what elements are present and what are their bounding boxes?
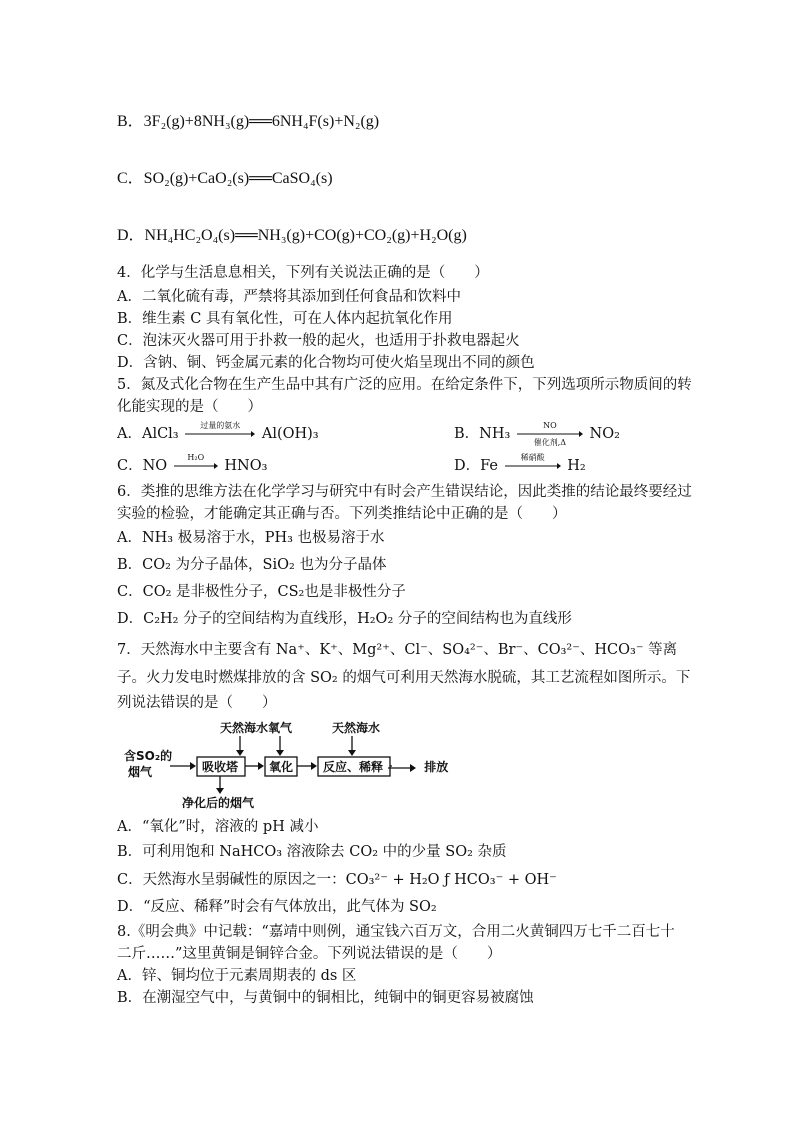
q7-option-c: C．天然海水呈弱碱性的原因之一：CO₃²⁻ + H₂O ƒ HCO₃⁻ + OH⁻ — [117, 872, 557, 888]
q5-option-d — [454, 453, 586, 476]
q6-stem-line2: 实验的检验，才能确定其正确与否。下列类推结论中正确的是（ ） — [117, 506, 567, 522]
reaction-arrow-icon — [517, 430, 583, 438]
flow-arrow-final — [392, 764, 420, 772]
q8-option-a: A．锌、铜均位于元素周期表的 ds 区 — [117, 968, 357, 984]
q5-option-b — [454, 421, 620, 447]
q7-option-d: D．“反应、稀释”时会有气体放出，此气体为 SO₂ — [117, 899, 437, 915]
q7-stem-line3: 列说法错误的是（ ） — [117, 695, 277, 711]
q6-option-b: B．CO₂ 为分子晶体，SiO₂ 也为分子晶体 — [117, 557, 387, 573]
flow-input-label-2: 烟气 — [128, 765, 153, 779]
q5-d-condition: 稀硝酸 — [520, 453, 545, 462]
flow-box-oxidation-label: 氧化 — [269, 760, 294, 774]
q3-option-c: C．SO₂(g)+CaO₂(s)══CaSO₄(s) — [117, 170, 333, 187]
q5-b-reactant: B．NH₃ — [454, 426, 511, 442]
q4-option-c: C．泡沫灭火器可用于扑救一般的起火，也适用于扑救电器起火 — [117, 333, 520, 349]
flow-box-reaction-dilution-label: 反应、稀释 — [323, 760, 384, 774]
q5-b-condition-top: NO — [543, 421, 557, 430]
q5-a-reactant: A．AlCl₃ — [117, 426, 179, 442]
q5-b-product: NO₂ — [589, 426, 620, 442]
q5-d-reactant: D．Fe — [454, 458, 498, 474]
flow-top-oxygen: 氧气 — [268, 721, 293, 735]
arrow-head-icon — [216, 788, 224, 794]
q5-c-product: HNO₃ — [224, 458, 268, 474]
reaction-arrow-icon — [185, 430, 255, 438]
q5-a-arrow — [185, 421, 255, 438]
flow-final-output — [392, 758, 448, 775]
q4-option-a: A．二氧化硫有毒，严禁将其添加到任何食品和饮料中 — [117, 289, 461, 305]
reaction-arrow-icon — [174, 462, 218, 470]
q5-option-c — [117, 453, 268, 476]
reaction-arrow-icon — [505, 462, 561, 470]
q7-option-a: A．“氧化”时，溶液的 pH 减小 — [117, 819, 319, 835]
q7-option-b: B．可利用饱和 NaHCO₃ 溶液除去 CO₂ 中的少量 SO₂ 杂质 — [117, 844, 507, 860]
q6-option-c: C．CO₂ 是非极性分子，CS₂也是非极性分子 — [117, 584, 406, 600]
q4-option-b: B．维生素 C 具有氧化性，可在人体内起抗氧化作用 — [117, 311, 453, 327]
q6-option-a: A．NH₃ 极易溶于水，PH₃ 也极易溶于水 — [117, 530, 385, 546]
q5-a-condition: 过量的氨水 — [200, 421, 241, 430]
q5-a-product: Al(OH)₃ — [261, 426, 319, 442]
q5-c-arrow — [174, 453, 218, 470]
q7-process-flow-diagram — [120, 720, 420, 810]
arrow-head-icon — [236, 750, 244, 756]
arrow-head-icon — [258, 762, 264, 770]
q3-option-b: B．3F₂(g)+8NH₃(g)══6NH₄F(s)+N₂(g) — [117, 113, 380, 130]
q6-option-d: D．C₂H₂ 分子的空间结构为直线形，H₂O₂ 分子的空间结构也为直线形 — [117, 611, 572, 627]
q5-d-arrow — [505, 453, 561, 470]
flow-bottom-output-label: 净化后的烟气 — [182, 796, 255, 810]
arrow-head-icon — [311, 762, 317, 770]
q5-d-product: H₂ — [567, 458, 586, 474]
flow-top-seawater-2: 天然海水 — [332, 721, 381, 735]
flow-output-label: 排放 — [424, 760, 449, 774]
q7-stem-line2: 子。火力发电时燃煤排放的含 SO₂ 的烟气可利用天然海水脱硫，其工艺流程如图所示。下 — [117, 670, 691, 686]
q3-option-d: D．NH₄HC₂O₄(s)══NH₃(g)+CO(g)+CO₂(g)+H₂O(g) — [117, 227, 467, 244]
q8-option-b: B．在潮湿空气中，与黄铜中的铜相比，纯铜中的铜更容易被腐蚀 — [117, 990, 534, 1006]
q5-b-arrow — [517, 421, 583, 447]
q5-stem-line1: 5．氮及式化合物在生产生品中其有广泛的应用。在给定条件下，下列选项所示物质间的转 — [117, 377, 692, 393]
arrow-right-icon — [388, 764, 416, 772]
q4-stem: 4．化学与生活息息相关，下列有关说法正确的是（ ） — [117, 265, 489, 281]
q5-c-reactant: C．NO — [117, 458, 168, 474]
q4-option-d: D．含钠、铜、钙金属元素的化合物均可使火焰呈现出不同的颜色 — [117, 355, 535, 371]
arrow-head-icon — [276, 750, 284, 756]
flow-box-absorber-label: 吸收塔 — [202, 760, 239, 774]
q7-stem-line1: 7．天然海水中主要含有 Na⁺、K⁺、Mg²⁺、Cl⁻、SO₄²⁻、Br⁻、CO₃²⁻、HCO₃⁻ 等离 — [117, 642, 678, 658]
flow-top-seawater-1: 天然海水 — [220, 721, 269, 735]
q6-stem-line1: 6．类推的思维方法在化学学习与研究中有时会产生错误结论，因此类推的结论最终要经过 — [117, 484, 692, 500]
q5-c-condition: H₂O — [187, 453, 205, 462]
arrow-head-icon — [348, 750, 356, 756]
arrow-head-icon — [190, 762, 196, 770]
q8-stem-line1: 8.《明会典》中记载：“嘉靖中则例，通宝钱六百万文，合用二火黄铜四万七千二百七十 — [117, 924, 675, 940]
q5-stem-line2: 化能实现的是（ ） — [117, 399, 262, 415]
q5-option-a — [117, 421, 319, 444]
q5-b-condition-bottom: 催化剂,Δ — [533, 438, 567, 447]
q8-stem-line2: 二斤……”这里黄铜是铜锌合金。下列说法错误的是（ ） — [117, 946, 502, 962]
flow-input-label: 含SO₂的 — [124, 749, 173, 763]
